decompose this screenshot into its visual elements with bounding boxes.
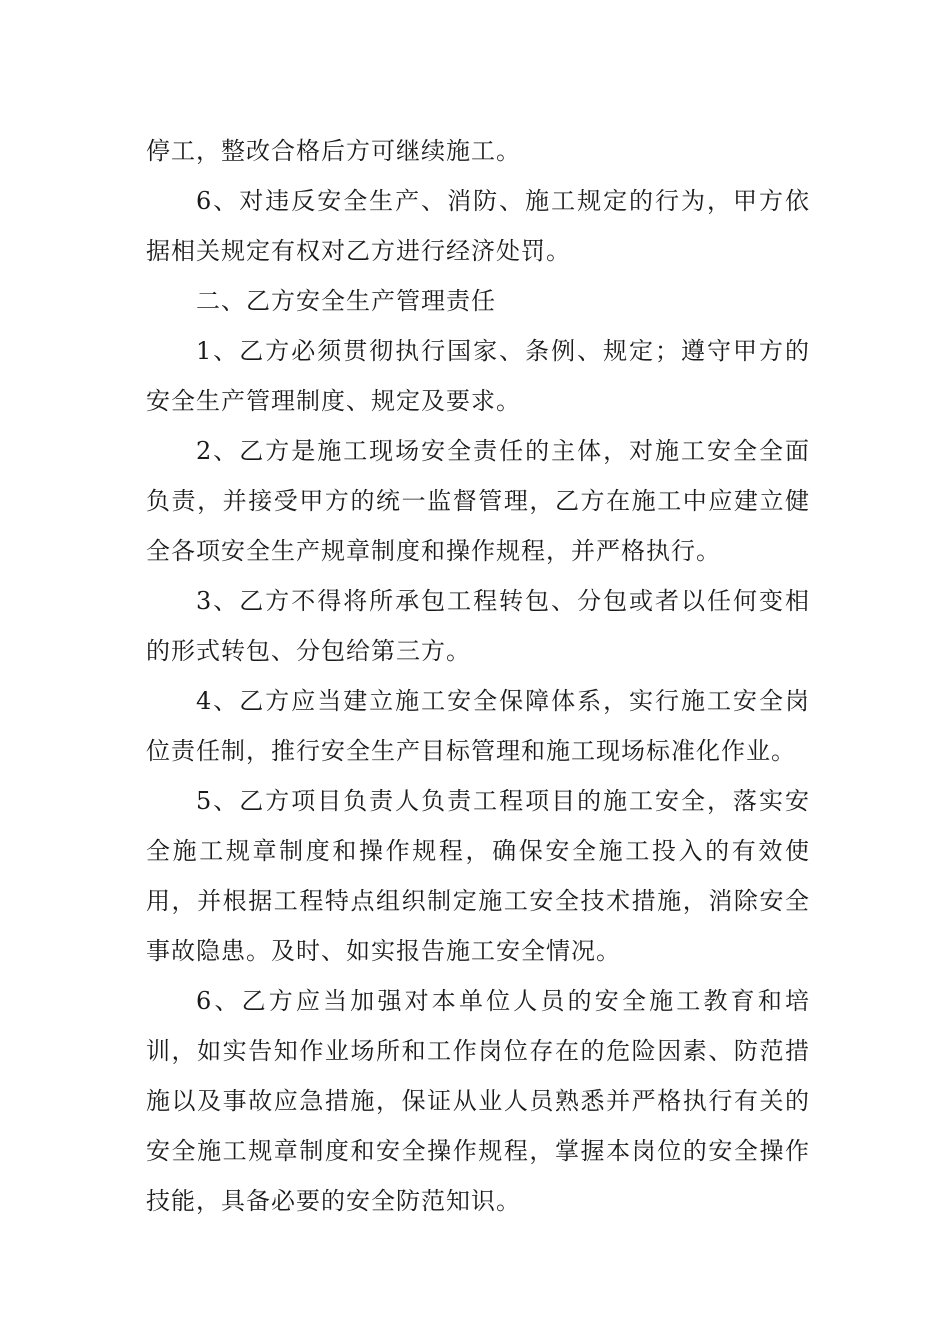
paragraph-item-6-training: 6、乙方应当加强对本单位人员的安全施工教育和培训，如实告知作业场所和工作岗位存在的危险因素、防范措施以及事故应急措施，保证从业人员熟悉并严格执行有关的安全施工规章制度和安全操作规程，掌握本岗位的安全操作技能，具备必要的安全防范知识。 — [146, 987, 810, 1215]
section-heading: 二、乙方安全生产管理责任 — [196, 287, 496, 315]
paragraph-item-1: 1、乙方必须贯彻执行国家、条例、规定；遵守甲方的安全生产管理制度、规定及要求。 — [146, 337, 810, 415]
paragraph-item-2: 2、乙方是施工现场安全责任的主体，对施工安全全面负责，并接受甲方的统一监督管理，乙方在施工中应建立健全各项安全生产规章制度和操作规程，并严格执行。 — [146, 437, 810, 565]
paragraph-item-4: 4、乙方应当建立施工安全保障体系，实行施工安全岗位责任制，推行安全生产目标管理和施工现场标准化作业。 — [146, 687, 810, 765]
paragraph-item-3: 3、乙方不得将所承包工程转包、分包或者以任何变相的形式转包、分包给第三方。 — [146, 587, 810, 665]
paragraph-item-6-penalty: 6、对违反安全生产、消防、施工规定的行为，甲方依据相关规定有权对乙方进行经济处罚。 — [146, 187, 810, 265]
paragraph-item-5: 5、乙方项目负责人负责工程项目的施工安全，落实安全施工规章制度和操作规程，确保安全施工投入的有效使用，并根据工程特点组织制定施工安全技术措施，消除安全事故隐患。及时、如实报告施工安全情况。 — [146, 787, 810, 965]
paragraph-continuation: 停工，整改合格后方可继续施工。 — [146, 137, 521, 165]
document-body — [146, 126, 810, 1226]
